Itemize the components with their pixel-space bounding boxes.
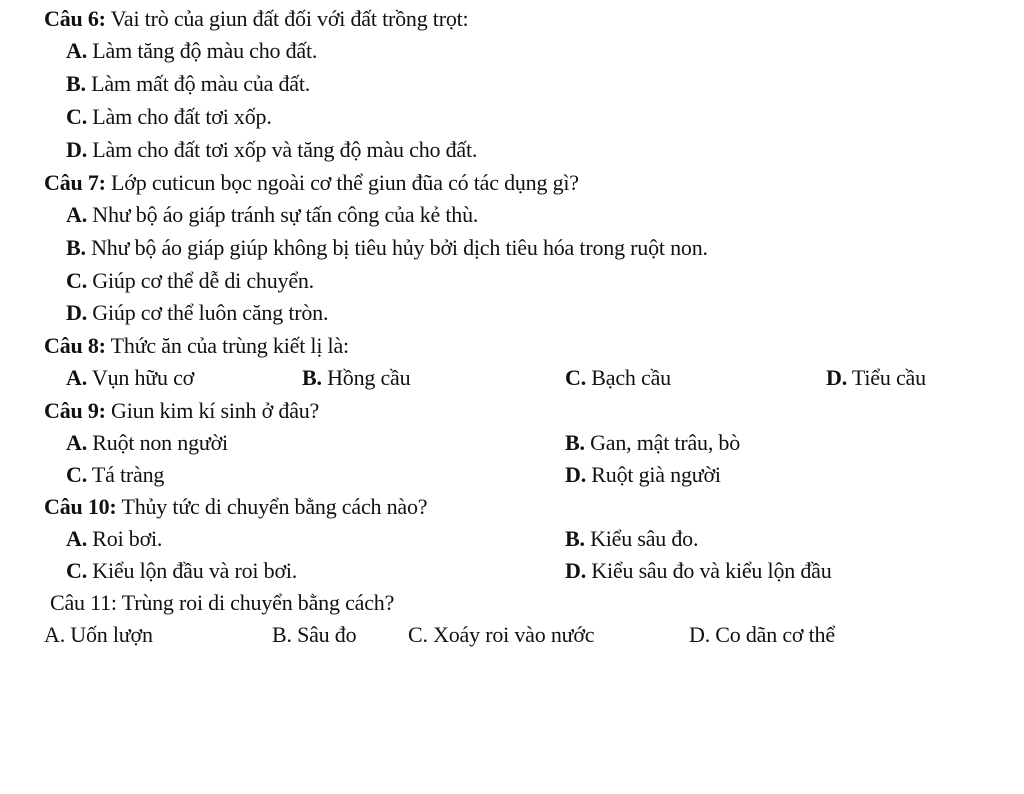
- option-7a: [66, 202, 478, 228]
- question-label: Câu 7:: [44, 170, 106, 195]
- option-label: D.: [565, 558, 586, 583]
- option-label: C.: [66, 558, 87, 583]
- option-text: Ruột già người: [586, 462, 721, 487]
- question-text: Thủy tức di chuyển bằng cách nào?: [116, 494, 428, 519]
- question-8: [44, 333, 349, 359]
- option-7c: [66, 268, 314, 294]
- question-label: Câu 8:: [44, 333, 106, 358]
- option-text: Roi bơi.: [87, 526, 163, 551]
- question-10: [44, 494, 427, 520]
- option-text: Ruột non người: [87, 430, 228, 455]
- option-8d: [826, 365, 926, 391]
- question-11: [50, 590, 394, 616]
- option-7b: [66, 235, 708, 261]
- option-label: C.: [66, 104, 87, 129]
- question-text: Thức ăn của trùng kiết lị là:: [105, 333, 349, 358]
- option-label: A.: [66, 38, 87, 63]
- option-text: Kiểu sâu đo.: [584, 526, 699, 551]
- option-label: C.: [66, 268, 87, 293]
- option-text: Hồng cầu: [321, 365, 411, 390]
- question-text: Lớp cuticun bọc ngoài cơ thể giun đũa có tác dụng gì?: [105, 170, 579, 195]
- option-text: Kiểu sâu đo và kiểu lộn đầu: [586, 558, 832, 583]
- option-text: D. Co dãn cơ thể: [689, 622, 835, 647]
- option-label: B.: [66, 71, 86, 96]
- option-text: Kiểu lộn đầu và roi bơi.: [87, 558, 298, 583]
- option-text: Làm cho đất tơi xốp và tăng độ màu cho đất.: [87, 137, 478, 162]
- option-8c: [565, 365, 671, 391]
- option-label: D.: [565, 462, 586, 487]
- option-text: Làm cho đất tơi xốp.: [87, 104, 272, 129]
- option-10a: [66, 526, 162, 552]
- option-9d: [565, 462, 721, 488]
- option-11c: [408, 622, 594, 648]
- option-label: A.: [66, 202, 87, 227]
- question-9: [44, 398, 319, 424]
- question-label: Câu 10:: [44, 494, 117, 519]
- option-9a: [66, 430, 228, 456]
- question-text: Vai trò của giun đất đối với đất trồng trọt:: [105, 6, 469, 31]
- option-label: D.: [826, 365, 847, 390]
- option-10c: [66, 558, 297, 584]
- option-6d: [66, 137, 477, 163]
- option-6b: [66, 71, 310, 97]
- option-6c: [66, 104, 272, 130]
- question-text: Câu 11: Trùng roi di chuyển bằng cách?: [50, 590, 395, 615]
- option-label: A.: [66, 365, 87, 390]
- option-label: A.: [66, 526, 87, 551]
- option-text: Làm tăng độ màu cho đất.: [87, 38, 318, 63]
- option-text: Gan, mật trâu, bò: [584, 430, 741, 455]
- option-11d: [689, 622, 835, 648]
- question-7: [44, 170, 579, 196]
- option-text: Như bộ áo giáp tránh sự tấn công của kẻ thù.: [87, 202, 479, 227]
- option-label: B.: [565, 430, 585, 455]
- option-9b: [565, 430, 740, 456]
- option-8b: [302, 365, 410, 391]
- option-7d: [66, 300, 328, 326]
- option-label: A.: [66, 430, 87, 455]
- option-text: Bạch cầu: [586, 365, 671, 390]
- option-text: A. Uốn lượn: [44, 622, 153, 647]
- option-9c: [66, 462, 164, 488]
- option-label: D.: [66, 300, 87, 325]
- question-text: Giun kim kí sinh ở đâu?: [105, 398, 320, 423]
- option-text: Vụn hữu cơ: [87, 365, 195, 390]
- option-label: B.: [66, 235, 86, 260]
- option-text: B. Sâu đo: [272, 622, 357, 647]
- option-8a: [66, 365, 194, 391]
- option-10d: [565, 558, 832, 584]
- option-text: Làm mất độ màu của đất.: [85, 71, 311, 96]
- option-11b: [272, 622, 356, 648]
- option-label: B.: [565, 526, 585, 551]
- option-text: C. Xoáy roi vào nước: [408, 622, 595, 647]
- option-label: B.: [302, 365, 322, 390]
- option-text: Giúp cơ thể dễ di chuyển.: [87, 268, 314, 293]
- option-text: Giúp cơ thể luôn căng tròn.: [87, 300, 329, 325]
- option-10b: [565, 526, 698, 552]
- option-label: D.: [66, 137, 87, 162]
- option-6a: [66, 38, 317, 64]
- option-text: Như bộ áo giáp giúp không bị tiêu hủy bởi dịch tiêu hóa trong ruột non.: [85, 235, 708, 260]
- option-11a: [44, 622, 153, 648]
- question-label: Câu 9:: [44, 398, 106, 423]
- question-label: Câu 6:: [44, 6, 106, 31]
- question-6: [44, 6, 468, 32]
- option-text: Tá tràng: [87, 462, 165, 487]
- option-label: C.: [565, 365, 586, 390]
- option-label: C.: [66, 462, 87, 487]
- option-text: Tiểu cầu: [847, 365, 926, 390]
